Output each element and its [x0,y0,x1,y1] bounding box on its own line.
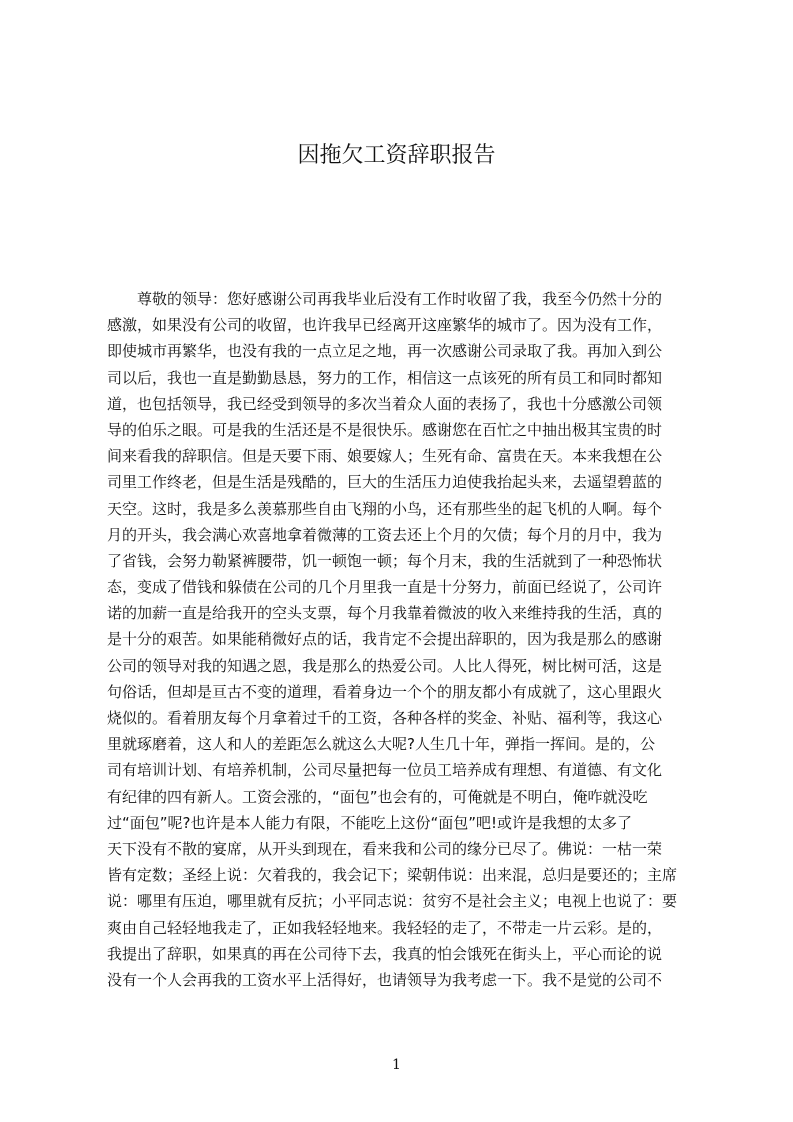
body-line: 司里工作终老，但是生活是残酷的，巨大的生活压力迫使我抬起头来，去遥望碧蓝的 [107,473,663,492]
body-line: 过“面包”呢?也许是本人能力有限，不能吃上这份“面包”吧!或许是我想的太多了 [107,813,633,832]
body-line: 月的开头，我会满心欢喜地拿着微薄的工资去还上个月的欠债；每个月的月中，我为 [107,525,663,544]
body-line: 我提出了辞职，如果真的再在公司待下去，我真的怕会饿死在街头上，平心而论的说 [107,944,663,963]
body-line: 是十分的艰苦。如果能稍微好点的话，我肯定不会提出辞职的，因为我是那么的感谢 [107,630,663,649]
body-line: 句俗话，但却是亘古不变的道理，看着身边一个个的朋友都小有成就了，这心里跟火 [107,682,663,701]
body-line: 司以后，我也一直是勤勤恳恳，努力的工作，相信这一点该死的所有员工和同时都知 [107,368,663,387]
body-line: 天下没有不散的宴席，从开头到现在，看来我和公司的缘分已尽了。佛说：一枯一荣 [107,839,663,858]
body-line: 司有培训计划、有培养机制，公司尽量把每一位员工培养成有理想、有道德、有文化 [107,761,663,780]
document-title: 因拖欠工资辞职报告 [297,143,496,168]
body-line: 感激，如果没有公司的收留，也许我早已经离开这座繁华的城市了。因为没有工作， [107,316,663,335]
body-line: 爽由自己轻轻地我走了，正如我轻轻地来。我轻轻的走了，不带走一片云彩。是的， [107,918,663,937]
body-line: 烧似的。看着朋友每个月拿着过千的工资，各种各样的奖金、补贴、福利等，我这心 [107,709,663,727]
body-line: 尊敬的领导：您好感谢公司再我毕业后没有工作时收留了我，我至今仍然十分的 [137,290,663,308]
body-line: 了省钱，会努力勒紧裤腰带，饥一顿饱一顿；每个月末，我的生活就到了一种恐怖状 [107,551,663,570]
document-body [107,286,698,993]
body-line: 没有一个人会再我的工资水平上活得好，也请领导为我考虑一下。我不是觉的公司不 [107,970,663,989]
body-line: 里就琢磨着，这人和人的差距怎么就这么大呢?人生几十年，弹指一挥间。是的，公 [107,735,655,754]
body-line: 说：哪里有压迫，哪里就有反抗；小平同志说：贫穷不是社会主义；电视上也说了：要 [107,892,678,911]
body-line: 道，也包括领导，我已经受到领导的多次当着众人面的表扬了，我也十分感激公司领 [107,394,663,413]
page-number: 1 [392,1057,401,1073]
body-line: 间来看我的辞职信。但是天要下雨、娘要嫁人；生死有命、富贵在天。本来我想在公 [107,447,663,466]
body-line: 皆有定数；圣经上说：欠着我的，我会记下；梁朝伟说：出来混，总归是要还的；主席 [107,866,678,885]
body-line: 有纪律的四有新人。工资会涨的，“面包”也会有的，可俺就是不明白，俺咋就没吃 [107,787,648,806]
body-line: 导的伯乐之眼。可是我的生活还是不是很快乐。感谢您在百忙之中抽出极其宝贵的时 [107,420,663,439]
body-line: 公司的领导对我的知遇之恩，我是那么的热爱公司。人比人得死，树比树可活，这是 [107,656,663,675]
body-line: 即使城市再繁华，也没有我的一点立足之地，再一次感谢公司录取了我。再加入到公 [107,342,663,361]
body-line: 态，变成了借钱和躲债在公司的几个月里我一直是十分努力，前面已经说了，公司许 [107,578,663,597]
body-line: 诺的加薪一直是给我开的空头支票，每个月我靠着微波的收入来维持我的生活，真的 [107,604,663,623]
body-line: 天空。这时，我是多么羡慕那些自由飞翔的小鸟，还有那些坐的起飞机的人啊。每个 [107,499,663,518]
